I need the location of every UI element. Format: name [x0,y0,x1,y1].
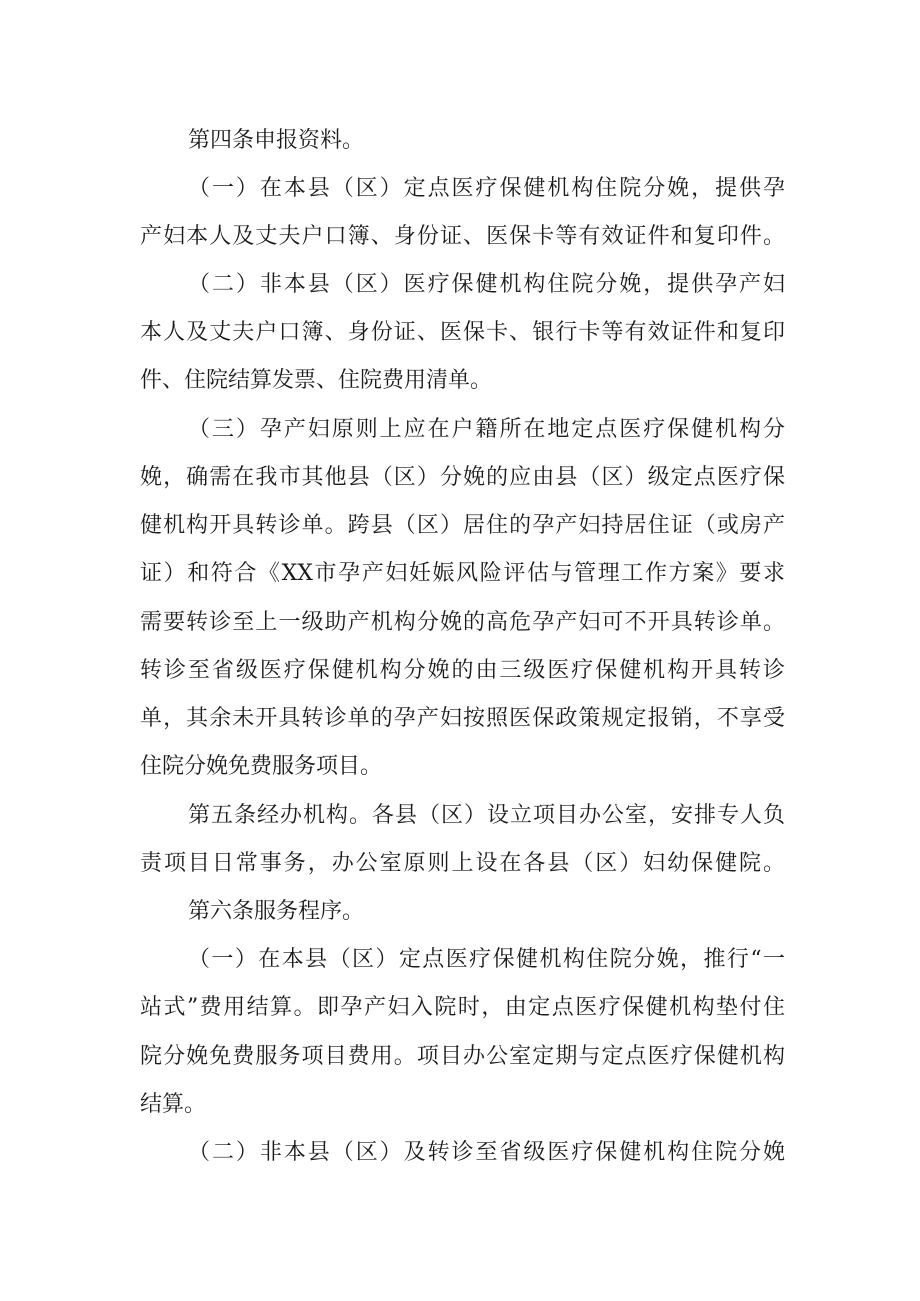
paragraph-line: 需要转诊至上一级助产机构分娩的高危孕产妇可不开具转诊单。 [140,610,785,635]
paragraph-line: 产妇本人及丈夫户口簿、身份证、医保卡等有效证件和复印件。 [140,224,785,249]
article-5-line: 第五条经办机构。各县（区）设立项目办公室，安排专人负 [188,803,785,828]
article-4-heading: 第四条申报资料。 [188,128,365,153]
paragraph-line: （二）非本县（区）及转诊至省级医疗保健机构住院分娩 [188,1140,785,1165]
paragraph-line: 本人及丈夫户口簿、身份证、医保卡、银行卡等有效证件和复印 [140,320,785,345]
paragraph-line: （一）在本县（区）定点医疗保健机构住院分娩，推行“一 [188,947,785,972]
paragraph-line: （三）孕产妇原则上应在户籍所在地定点医疗保健机构分 [188,417,785,442]
article-6-heading: 第六条服务程序。 [188,899,365,924]
paragraph-line: 责项目日常事务，办公室原则上设在各县（区）妇幼保健院。 [140,851,785,876]
paragraph-line: （二）非本县（区）医疗保健机构住院分娩，提供孕产妇 [188,272,785,297]
paragraph-line: 件、住院结算发票、住院费用清单。 [140,368,493,393]
paragraph-line: 健机构开具转诊单。跨县（区）居住的孕产妇持居住证（或房产 [140,513,785,538]
paragraph-line: 住院分娩免费服务项目。 [140,754,383,779]
paragraph-line: 结算。 [140,1092,207,1117]
paragraph-line: 娩，确需在我市其他县（区）分娩的应由县（区）级定点医疗保 [140,465,785,490]
paragraph-line: 单，其余未开具转诊单的孕产妇按照医保政策规定报销，不享受 [140,706,785,731]
paragraph-line: 转诊至省级医疗保健机构分娩的由三级医疗保健机构开具转诊 [140,658,785,683]
paragraph-line: 站式”费用结算。即孕产妇入院时，由定点医疗保健机构垫付住 [140,995,785,1020]
paragraph-line: （一）在本县（区）定点医疗保健机构住院分娩，提供孕 [188,176,785,201]
paragraph-line: 院分娩免费服务项目费用。项目办公室定期与定点医疗保健机构 [140,1044,785,1069]
paragraph-line: 证）和符合《XX市孕产妇妊娠风险评估与管理工作方案》要求 [140,561,785,586]
